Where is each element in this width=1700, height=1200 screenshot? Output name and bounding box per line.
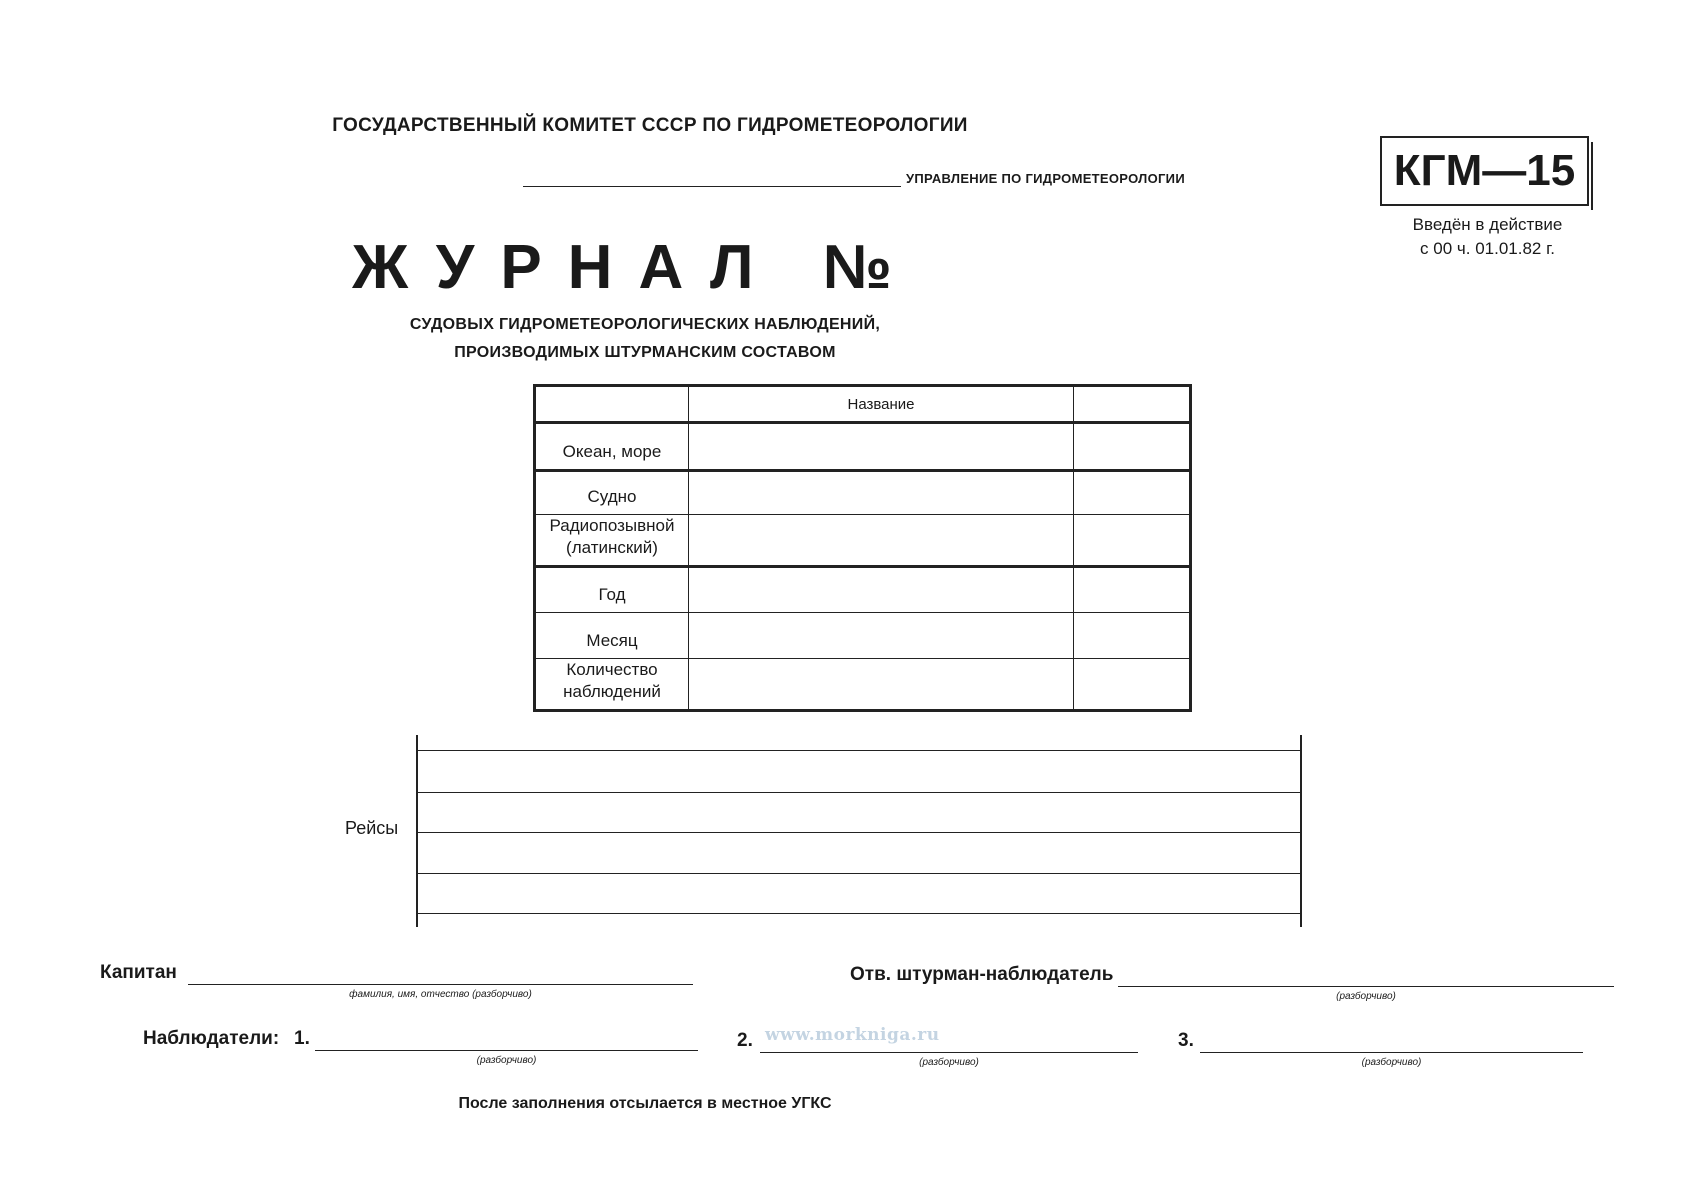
table-row — [535, 659, 1191, 711]
row-label-text: Месяц — [586, 631, 638, 650]
journal-title: ЖУРНАЛ № — [352, 233, 918, 302]
department-label: УПРАВЛЕНИЕ ПО ГИДРОМЕТЕОРОЛОГИИ — [906, 171, 1185, 186]
row-label-text: Количество — [566, 660, 658, 679]
row-label-text: Океан, море — [562, 442, 662, 461]
row-label-text: Судно — [587, 487, 637, 506]
captain-hint: фамилия, имя, отчество (разборчиво) — [349, 989, 532, 1000]
effective-date-line2: с 00 ч. 01.01.82 г. — [1420, 239, 1555, 258]
captain-signature-line[interactable] — [188, 984, 693, 985]
footer-note: После заполнения отсылается в местное УГКС — [458, 1095, 832, 1112]
row-label — [535, 515, 689, 567]
extra-cell[interactable] — [1074, 515, 1191, 567]
name-cell[interactable] — [689, 423, 1074, 471]
name-cell[interactable] — [689, 567, 1074, 613]
info-table-header-empty — [535, 386, 689, 423]
officer-hint: (разборчиво) — [1336, 991, 1396, 1002]
effective-date — [1380, 213, 1595, 261]
table-row — [535, 567, 1191, 613]
observer1-number: 1. — [294, 1028, 310, 1049]
row-label — [535, 567, 689, 613]
observer1-signature-line[interactable] — [315, 1050, 698, 1051]
table-row — [535, 515, 1191, 567]
observers-label: Наблюдатели: — [143, 1028, 280, 1049]
row-label-text: Радиопозывной — [549, 516, 675, 535]
row-label-text: Год — [598, 585, 626, 604]
observer3-hint: (разборчиво) — [1361, 1057, 1422, 1068]
table-row — [535, 613, 1191, 659]
effective-date-line1: Введён в действие — [1412, 215, 1563, 234]
observer2-number: 2. — [737, 1030, 753, 1051]
name-cell[interactable] — [689, 613, 1074, 659]
observer2-hint: (разборчиво) — [919, 1057, 979, 1068]
extra-cell[interactable] — [1074, 471, 1191, 515]
info-table — [533, 384, 1192, 712]
voyages-label: Рейсы — [345, 818, 399, 838]
voyage-line[interactable] — [418, 832, 1300, 833]
table-row — [535, 423, 1191, 471]
row-label — [535, 659, 689, 711]
department-fill-line — [523, 186, 901, 187]
officer-label: Отв. штурман-наблюдатель — [850, 964, 1114, 985]
subtitle-line1: СУДОВЫХ ГИДРОМЕТЕОРОЛОГИЧЕСКИХ НАБЛЮДЕНИЙ, — [409, 316, 881, 333]
form-code-box: КГМ—15 — [1380, 136, 1589, 206]
extra-cell[interactable] — [1074, 659, 1191, 711]
info-table-header-row — [535, 386, 1191, 423]
organization-title: ГОСУДАРСТВЕННЫЙ КОМИТЕТ СССР ПО ГИДРОМЕТЕОРОЛОГИИ — [332, 115, 968, 136]
voyage-line[interactable] — [418, 913, 1300, 914]
row-label — [535, 471, 689, 515]
row-label-subtext: (латинский) — [566, 538, 658, 557]
extra-cell[interactable] — [1074, 423, 1191, 471]
officer-signature-line[interactable] — [1118, 986, 1614, 987]
info-table-header-name: Название — [689, 386, 1074, 423]
captain-label: Капитан — [100, 962, 177, 983]
row-label-subtext: наблюдений — [563, 682, 661, 701]
observer3-signature-line[interactable] — [1200, 1052, 1583, 1053]
row-label — [535, 613, 689, 659]
watermark: www.morkniga.ru — [765, 1025, 940, 1045]
name-cell[interactable] — [689, 471, 1074, 515]
extra-cell[interactable] — [1074, 567, 1191, 613]
observer3-number: 3. — [1178, 1030, 1194, 1051]
subtitle-line2: ПРОИЗВОДИМЫХ ШТУРМАНСКИМ СОСТАВОМ — [454, 344, 836, 361]
extra-cell[interactable] — [1074, 613, 1191, 659]
observer2-signature-line[interactable] — [760, 1052, 1138, 1053]
info-table-header-extra — [1074, 386, 1191, 423]
voyage-line[interactable] — [418, 792, 1300, 793]
voyages-lines[interactable] — [416, 735, 1302, 927]
journal-subtitle — [0, 311, 1290, 367]
name-cell[interactable] — [689, 659, 1074, 711]
observer1-hint: (разборчиво) — [476, 1055, 537, 1066]
table-row — [535, 471, 1191, 515]
name-cell[interactable] — [689, 515, 1074, 567]
row-label — [535, 423, 689, 471]
voyage-line[interactable] — [418, 873, 1300, 874]
voyage-line[interactable] — [418, 750, 1300, 751]
